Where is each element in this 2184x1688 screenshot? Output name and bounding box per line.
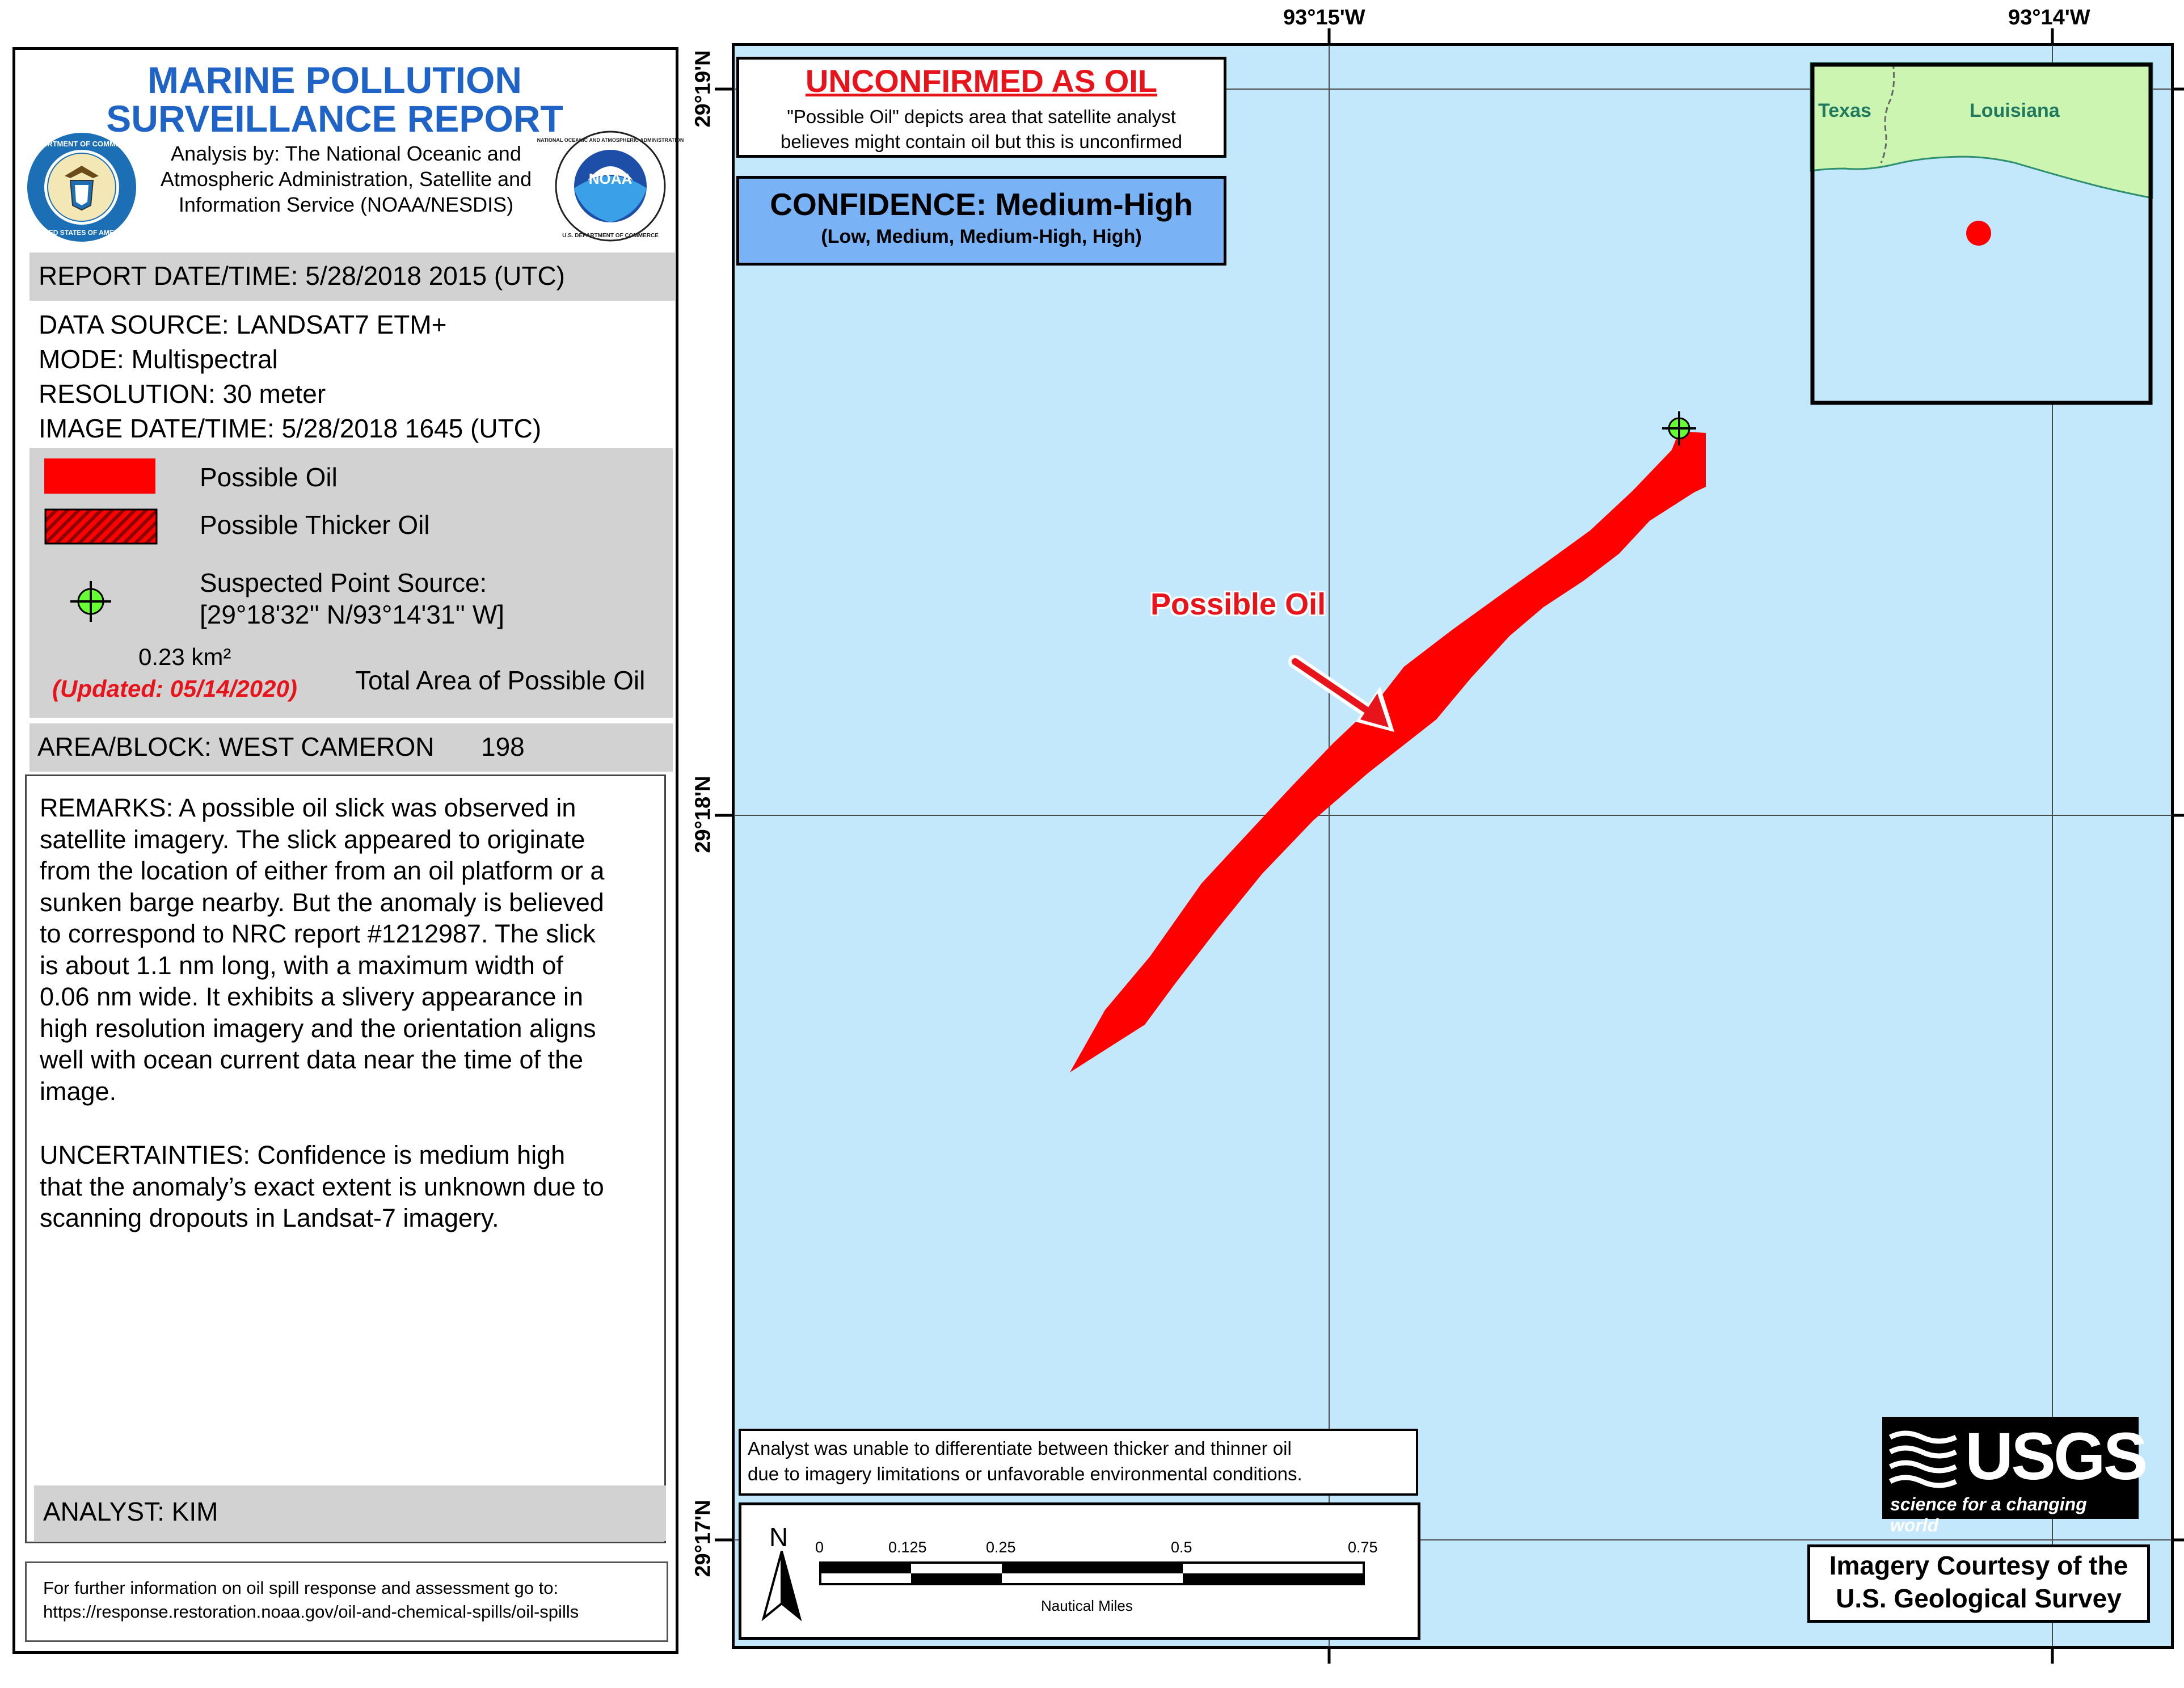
uncertainty-line: scanning dropouts in Landsat-7 imagery. (40, 1203, 499, 1232)
scale-units: Nautical Miles (1041, 1597, 1133, 1614)
report-title-line2: SURVEILLANCE REPORT (106, 98, 563, 140)
credit-line2: U.S. Geological Survey (1836, 1584, 2122, 1613)
confidence-title: CONFIDENCE: Medium-High (770, 187, 1193, 222)
report-datetime: REPORT DATE/TIME: 5/28/2018 2015 (UTC) (39, 261, 565, 291)
remarks-line: well with ocean current data near the time of the (40, 1045, 584, 1074)
inset-label-louisiana: Louisiana (1970, 100, 2060, 121)
info-link[interactable]: https://response.restoration.noaa.gov/oil-and-chemical-spills/oil-spills (43, 1602, 579, 1622)
unconfirmed-line1: "Possible Oil" depicts area that satellite analyst (787, 106, 1176, 127)
block-number: 198 (481, 732, 525, 761)
usgs-wave-icon (1888, 1426, 1962, 1493)
unconfirmed-text (736, 104, 1226, 154)
north-letter: N (769, 1522, 789, 1552)
noaa-seal-text-top: NATIONAL OCEANIC AND ATMOSPHERIC ADMINISTRATION (537, 137, 684, 143)
usgs-logo (1882, 1417, 2146, 1535)
analysis-line1: Analysis by: The National Oceanic and (171, 142, 521, 165)
remarks-line: image. (40, 1076, 117, 1106)
remarks-line: satellite imagery. The slick appeared to originate (40, 824, 585, 854)
noaa-seal-text-bottom: U.S. DEPARTMENT OF COMMERCE (562, 233, 659, 239)
info-line1: For further information on oil spill response and assessment go to: (43, 1578, 559, 1598)
remarks-line: 0.06 nm wide. It exhibits a slivery appearance in (40, 982, 584, 1011)
legend-possible-oil: Possible Oil (200, 462, 338, 492)
legend-thicker-oil: Possible Thicker Oil (200, 510, 430, 540)
remarks-line: is about 1.1 nm long, with a maximum width of (40, 950, 563, 980)
uncertainty-line: that the anomaly’s exact extent is unknown due to (40, 1172, 604, 1201)
remarks-line: REMARKS: A possible oil slick was observed in (40, 793, 576, 822)
remarks-line: high resolution imagery and the orientation aligns (40, 1013, 596, 1043)
slick-label: Possible Oil (1150, 587, 1326, 621)
noaa-seal-label: NOAA (588, 170, 633, 187)
credit-line1: Imagery Courtesy of the (1829, 1551, 2128, 1580)
point-source-label: Suspected Point Source: (200, 568, 487, 597)
oil-area-value: 0.23 km² (138, 643, 231, 670)
scale-tick-0125: 0.125 (888, 1539, 927, 1556)
lat-label-2: 29°18'N (691, 776, 715, 853)
remarks-line: to correspond to NRC report #1212987. The slick (40, 919, 596, 948)
lat-label-1: 29°19'N (691, 50, 715, 128)
usgs-tagline: science for a changing world (1890, 1494, 2087, 1535)
analysis-line2: Atmospheric Administration, Satellite and (160, 167, 532, 191)
analyst-note-line2: due to imagery limitations or unfavorable environmental conditions. (748, 1463, 1302, 1484)
oil-slick-polygon[interactable] (1070, 431, 1706, 1072)
unconfirmed-title: UNCONFIRMED AS OIL (805, 63, 1158, 99)
lon-label-1: 93°15'W (1283, 6, 1365, 30)
analysis-line3: Information Service (NOAA/NESDIS) (178, 193, 514, 216)
unconfirmed-line2: believes might contain oil but this is unconfirmed (780, 131, 1183, 152)
scale-tick-0: 0 (815, 1539, 824, 1556)
analyst-note-text (748, 1436, 1302, 1487)
scale-tick-025: 0.25 (986, 1539, 1016, 1556)
inset-location-dot (1966, 221, 1991, 246)
analyst-name: ANALYST: KIM (43, 1497, 218, 1526)
mode: MODE: Multispectral (39, 344, 278, 374)
report-title-line1: MARINE POLLUTION (147, 59, 522, 101)
doc-seal-text-bottom: UNITED STATES OF AMERICA (32, 229, 131, 237)
slick-arrow (1295, 662, 1394, 732)
scale-tick-075: 0.75 (1348, 1539, 1378, 1556)
total-area-label: Total Area of Possible Oil (355, 666, 646, 695)
resolution: RESOLUTION: 30 meter (39, 379, 326, 409)
doc-seal-text-top: DEPARTMENT OF COMMERCE (27, 140, 136, 148)
north-arrow-icon (759, 1549, 804, 1623)
analyst-note-line1: Analyst was unable to differentiate between thicker and thinner oil (748, 1438, 1292, 1459)
remarks-line: sunken barge nearby. But the anomaly is believed (40, 887, 604, 917)
confidence-scale: (Low, Medium, Medium-High, High) (821, 226, 1142, 247)
lon-label-2: 93°14'W (2008, 6, 2090, 30)
scale-tick-05: 0.5 (1171, 1539, 1192, 1556)
remarks-line: from the location of either from an oil platform or a (40, 856, 605, 885)
point-source-coords: [29°18'32'' N/93°14'31'' W] (200, 600, 505, 629)
lat-label-3: 29°17'N (691, 1500, 715, 1577)
image-datetime: IMAGE DATE/TIME: 5/28/2018 1645 (UTC) (39, 414, 542, 443)
imagery-credit (1807, 1549, 2150, 1615)
scale-bar (817, 1560, 1367, 1589)
data-source: DATA SOURCE: LANDSAT7 ETM+ (39, 310, 447, 339)
usgs-wordmark: USGS (1965, 1419, 2146, 1494)
updated-date: (Updated: 05/14/2020) (52, 675, 297, 702)
area-block: AREA/BLOCK: WEST CAMERON (37, 732, 435, 761)
inset-label-texas: Texas (1818, 100, 1871, 121)
uncertainty-line: UNCERTAINTIES: Confidence is medium high (40, 1140, 566, 1169)
